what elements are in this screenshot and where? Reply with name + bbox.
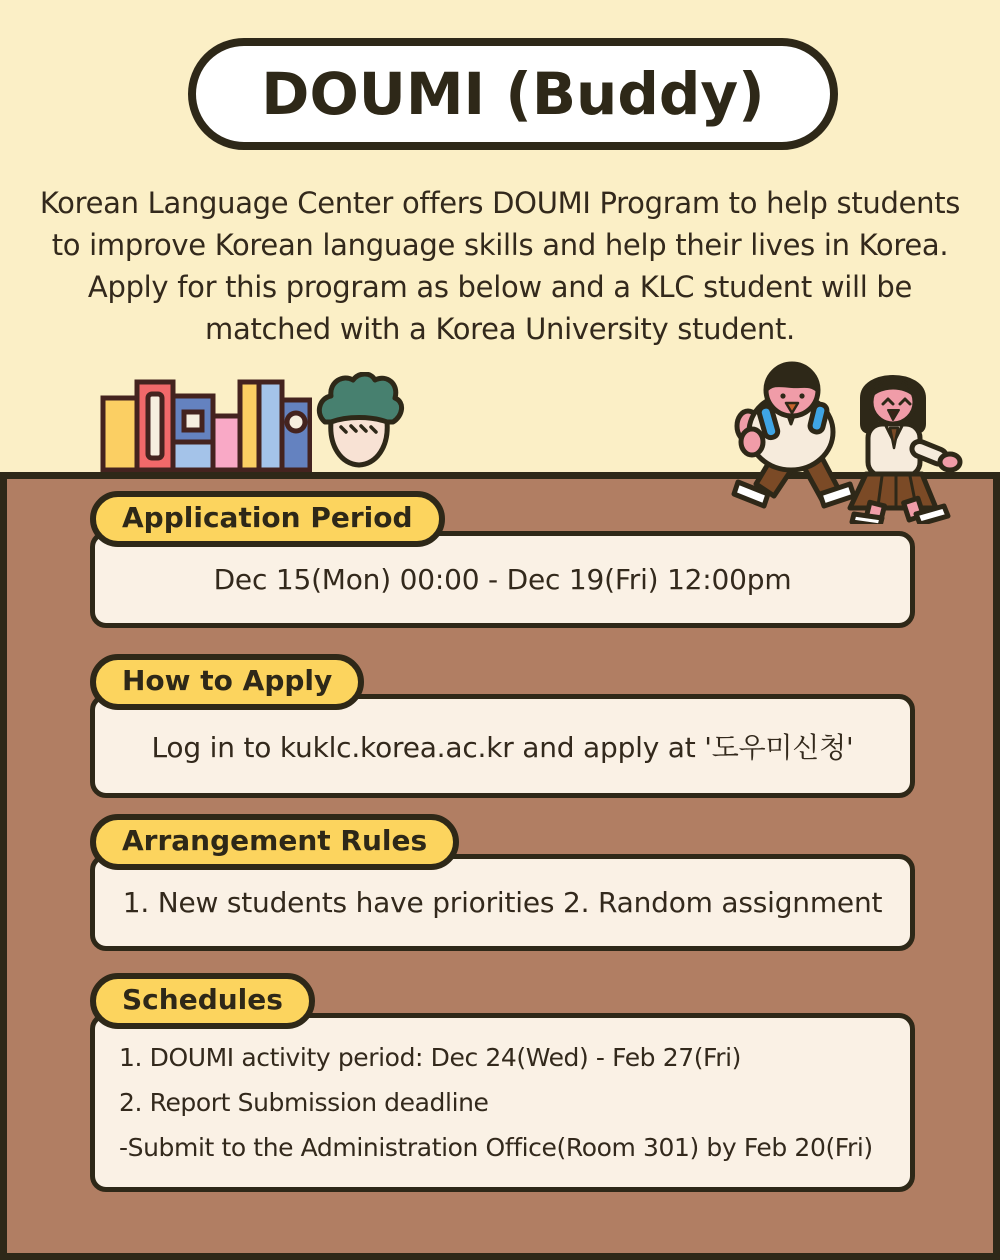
students-illustration [728, 356, 968, 524]
schedule-line-activity-period: 1. DOUMI activity period: Dec 24(Wed) - Feb 27(Fri) [119, 1043, 741, 1072]
how-to-apply-label-pill [90, 654, 364, 710]
plant-illustration [313, 372, 405, 472]
schedule-line-submit-office: -Submit to the Administration Office(Room 301) by Feb 20(Fri) [119, 1133, 873, 1162]
section-schedules [90, 973, 915, 1192]
section-how-to-apply [90, 654, 915, 798]
how-to-apply-label: How to Apply [122, 664, 333, 697]
title-pill [188, 38, 838, 150]
section-arrangement-rules [90, 814, 915, 951]
application-period-text: Dec 15(Mon) 00:00 - Dec 19(Fri) 12:00pm [213, 563, 792, 596]
program-description: Korean Language Center offers DOUMI Program to help students to improve Korean language skills and help their lives in Korea. Apply for this program as below and a KLC student will be matched with a Korea University student. [39, 186, 961, 346]
schedule-line-report-deadline: 2. Report Submission deadline [119, 1088, 489, 1117]
info-panel [0, 472, 1000, 1260]
application-period-label: Application Period [122, 501, 413, 534]
how-to-apply-text: Log in to kuklc.korea.ac.kr and apply at '도우미신청' [151, 731, 854, 764]
arrangement-rules-label: Arrangement Rules [122, 824, 428, 857]
application-period-label-pill [90, 491, 445, 547]
schedules-label: Schedules [122, 983, 283, 1016]
schedules-label-pill [90, 973, 315, 1029]
page-title: DOUMI (Buddy) [261, 60, 765, 128]
arrangement-rules-label-pill [90, 814, 459, 870]
schedules-card [90, 1013, 915, 1192]
arrangement-rules-text: 1. New students have priorities 2. Random assignment [122, 886, 883, 919]
books-illustration [97, 372, 312, 472]
